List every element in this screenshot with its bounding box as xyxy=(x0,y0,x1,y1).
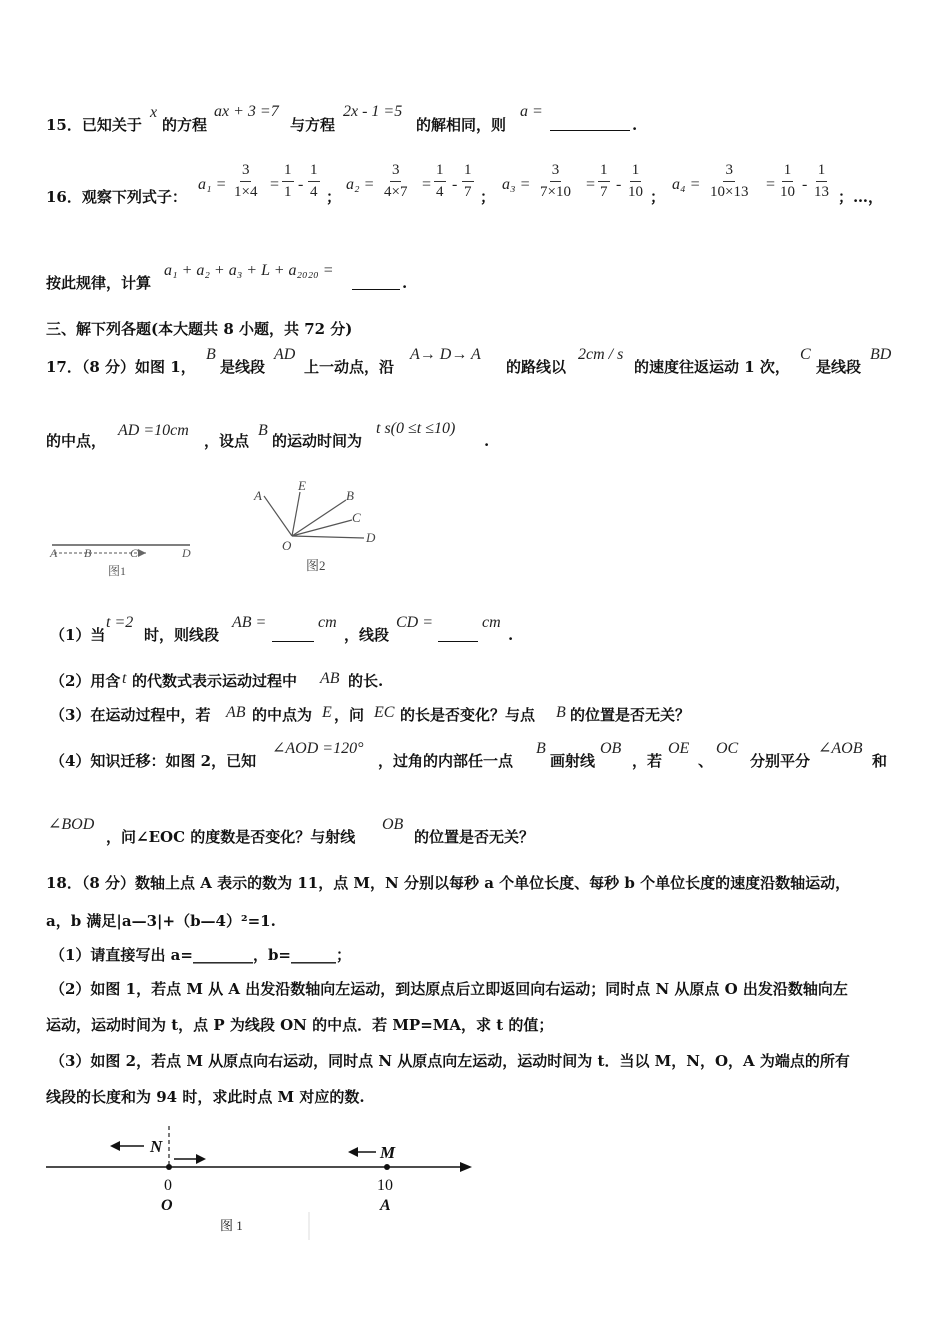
q15-answer-blank xyxy=(550,130,630,131)
q16-term-1-frac-3: $\frac{1}{4}$ xyxy=(310,162,318,200)
q17-p3-b: B xyxy=(556,704,566,721)
q17-p4-oc: OC xyxy=(716,740,739,757)
q17-path: A→ D→ A xyxy=(410,346,481,363)
q17-line2-text-2: 的运动时间为 xyxy=(272,432,363,450)
q17-p2-ab: AB xyxy=(320,670,340,687)
q17-p4-bod: ∠BOD xyxy=(48,816,95,833)
q16-answer-blank xyxy=(352,289,400,290)
point-a-dot xyxy=(384,1164,390,1170)
q17-p4-ob-2: OB xyxy=(382,816,404,833)
q17-p4-text-7: ，问∠EOC 的度数是否变化？与射线 xyxy=(106,828,356,846)
q17-ad-length: AD =10cm xyxy=(118,422,189,439)
q16-term-4-minus: - xyxy=(802,176,808,193)
q16-term-2-minus: - xyxy=(452,176,458,193)
q18-line-1: 18．（8 分）数轴上点 A 表示的数为 11，点 M，N 分别以每秒 a 个单位长度、每秒 b 个单位长度的速度沿数轴运动， xyxy=(46,874,851,892)
q16-term-1-name: a₁ = xyxy=(198,176,227,193)
q17-speed: 2cm / s xyxy=(578,346,624,363)
right-arrow-icon xyxy=(196,1154,206,1164)
q17-p3-ec: EC xyxy=(374,704,395,721)
fig1-label-c: C xyxy=(130,546,139,560)
q17-point-b: B xyxy=(206,346,216,363)
q17-p1-t: t =2 xyxy=(106,614,134,631)
q15-end: . xyxy=(632,116,638,134)
q17-p1-ab-blank xyxy=(272,641,314,642)
q18-part-2-line-1: （2）如图 1，若点 M 从 A 出发沿数轴向左运动，到达原点后立即返回向右运动；同时点 N 从原点 O 出发沿数轴向左 xyxy=(50,980,848,998)
q17-line1-text-5: 是线段 xyxy=(816,358,862,376)
fig2-label-d: D xyxy=(366,530,376,545)
fig2-ray-od xyxy=(292,536,364,538)
q17-p4-text-1: ，过角的内部任一点 xyxy=(378,752,514,770)
q17-line2-prefix: 的中点， xyxy=(46,432,107,450)
q17-p4-text-3: ，若 xyxy=(632,752,663,770)
fig2-ray-oc xyxy=(292,520,352,536)
fig1-label-b: B xyxy=(84,546,92,560)
fig1-arrow-icon xyxy=(138,549,146,557)
q17-p4-text-8: 的位置是否无关？ xyxy=(414,828,535,846)
q17-p1-cm-2: cm xyxy=(482,614,501,631)
q17-p1-cm-1: cm xyxy=(318,614,337,631)
q17-p4-aob: ∠AOB xyxy=(818,740,863,757)
q15-text-1: 的方程 xyxy=(162,116,208,134)
q16-end: . xyxy=(402,274,408,292)
q17-p1-cd-blank xyxy=(438,641,478,642)
q16-term-1-frac-1: $\frac{3}{1\times 4}$ xyxy=(234,162,258,200)
q17-p1-text-2: ，线段 xyxy=(344,626,390,644)
q17-segment-ad: AD xyxy=(274,346,296,363)
q17-line1-text-4: 的速度往返运动 1 次， xyxy=(634,358,790,376)
q16-term-3-frac-2: $\frac{1}{7}$ xyxy=(600,162,608,200)
q16-term-4-frac-2: $\frac{1}{10}$ xyxy=(780,162,795,200)
q16-term-2-frac-2: $\frac{1}{4}$ xyxy=(436,162,444,200)
label-m: M xyxy=(380,1143,396,1162)
q17-p4-prefix: （4）知识迁移：如图 2，已知 xyxy=(50,752,257,770)
q16-term-3-name: a₃ = xyxy=(502,176,531,193)
q16-term-1-sep: ； xyxy=(326,188,342,206)
q17-p2-text-2: 的长. xyxy=(348,672,384,690)
q16-line2-prefix: 按此规律，计算 xyxy=(46,274,152,292)
q17-point-b-2: B xyxy=(258,422,268,439)
q16-term-2-eq: = xyxy=(422,176,432,193)
point-o-dot xyxy=(166,1164,172,1170)
q17-p4-oe: OE xyxy=(668,740,690,757)
fig2-label-a: A xyxy=(254,488,262,503)
label-n: N xyxy=(150,1137,163,1156)
q17-figure-1 xyxy=(46,530,206,586)
q16-term-3-sep: ； xyxy=(650,188,666,206)
q17-line1-text-1: 是线段 xyxy=(220,358,266,376)
q17-p1-cd: CD = xyxy=(396,614,434,631)
q16-prefix: 16．观察下列式子： xyxy=(46,188,187,206)
figure-caption: 图 1 xyxy=(220,1218,243,1233)
q17-p4-b: B xyxy=(536,740,546,757)
q16-term-2-frac-3: $\frac{1}{7}$ xyxy=(464,162,472,200)
fig2-ray-oe xyxy=(292,492,300,536)
q16-term-3-eq: = xyxy=(586,176,596,193)
q16-term-4-eq: = xyxy=(766,176,776,193)
q17-point-c: C xyxy=(800,346,811,363)
q17-p2-prefix: （2）用含 xyxy=(50,672,121,690)
q17-p4-text-5: 分别平分 xyxy=(750,752,811,770)
fig2-label-c: C xyxy=(352,510,361,525)
q16-term-4-name: a₄ = xyxy=(672,176,701,193)
q15-answer-var: a = xyxy=(520,103,543,120)
fig2-label-e: E xyxy=(298,478,306,493)
q15-text-3: 的解相同，则 xyxy=(416,116,507,134)
q17-line2-text-1: ，设点 xyxy=(204,432,250,450)
q16-term-4-frac-3: $\frac{1}{13}$ xyxy=(814,162,829,200)
fig1-label-a: A xyxy=(50,546,58,560)
q16-term-1-frac-2: $\frac{1}{1}$ xyxy=(284,162,292,200)
q17-p4-text-6: 和 xyxy=(872,752,888,770)
q17-p4-text-2: 画射线 xyxy=(550,752,596,770)
q18-part-3-line-2: 线段的长度和为 94 时，求此时点 M 对应的数. xyxy=(46,1088,365,1106)
q17-p1-ab: AB = xyxy=(232,614,267,631)
q17-figure-2 xyxy=(246,470,396,580)
q18-part-2-line-2: 运动，运动时间为 t，点 P 为线段 ON 的中点．若 MP=MA，求 t 的值； xyxy=(46,1016,554,1034)
q17-p1-text-1: 时，则线段 xyxy=(144,626,220,644)
q15-text-2: 与方程 xyxy=(290,116,336,134)
label-ten: 10 xyxy=(377,1177,393,1194)
q16-term-4-sep: ；…， xyxy=(838,188,884,206)
label-a: A xyxy=(380,1197,391,1214)
q17-p1-prefix: （1）当 xyxy=(50,626,106,644)
q17-p2-text-1: 的代数式表示运动过程中 xyxy=(132,672,298,690)
q17-p4-text-4: 、 xyxy=(698,752,714,770)
q16-term-3-minus: - xyxy=(616,176,622,193)
m-left-arrow-icon xyxy=(348,1147,358,1157)
q17-time-range: t s(0 ≤t ≤10) xyxy=(376,420,456,437)
fig1-label-d: D xyxy=(182,546,191,560)
q17-p1-end: . xyxy=(508,626,514,644)
q16-term-2-name: a₂ = xyxy=(346,176,375,193)
q18-line-2: a，b 满足|a—3|+（b—4）²=1. xyxy=(46,912,276,930)
q17-p3-text-2: ，问 xyxy=(334,706,365,724)
q17-p3-ab: AB xyxy=(226,704,246,721)
label-zero: 0 xyxy=(164,1177,172,1194)
q17-p3-text-4: 的位置是否无关？ xyxy=(570,706,691,724)
q17-p4-angle: ∠AOD =120° xyxy=(272,740,364,757)
q16-term-2-frac-1: $\frac{3}{4\times 7}$ xyxy=(384,162,408,200)
section-3-title: 三、解下列各题(本大题共 8 小题，共 72 分) xyxy=(46,320,353,338)
q17-p3-text-1: 的中点为 xyxy=(252,706,313,724)
q17-p3-e: E xyxy=(322,704,332,721)
q16-term-4-frac-1: $\frac{3}{10\times 13}$ xyxy=(710,162,749,200)
fig1-caption: 图1 xyxy=(108,564,127,578)
q16-term-1-minus: - xyxy=(298,176,304,193)
q18-number-line-figure xyxy=(40,1122,480,1240)
q18-part-1: （1）请直接写出 a=________，b=______； xyxy=(50,946,352,964)
fig2-ray-oa xyxy=(264,496,292,536)
q15-prefix: 15．已知关于 xyxy=(46,116,142,134)
q17-segment-bd: BD xyxy=(870,346,892,363)
n-left-arrow-icon xyxy=(110,1141,120,1151)
q15-equation-1: ax + 3 =7 xyxy=(214,103,279,120)
q17-line1-text-2: 上一动点，沿 xyxy=(304,358,395,376)
q15-equation-2: 2x - 1 =5 xyxy=(343,103,403,120)
q16-term-3-frac-1: $\frac{3}{7\times 10}$ xyxy=(540,162,571,200)
q17-line2-end: . xyxy=(484,432,490,450)
q17-p3-prefix: （3）在运动过程中，若 xyxy=(50,706,211,724)
number-line-arrow-icon xyxy=(460,1162,472,1172)
q17-p3-text-3: 的长是否变化？与点 xyxy=(400,706,536,724)
q17-line1-prefix: 17．（8 分）如图 1， xyxy=(46,358,196,376)
q17-p4-ob: OB xyxy=(600,740,622,757)
q16-term-3-frac-3: $\frac{1}{10}$ xyxy=(628,162,643,200)
q17-p2-t: t xyxy=(122,670,127,687)
fig2-label-o: O xyxy=(282,538,292,553)
q15-var-x: x xyxy=(150,104,158,121)
fig2-ray-ob xyxy=(292,500,346,536)
q18-part-3-line-1: （3）如图 2，若点 M 从原点向右运动，同时点 N 从原点向左运动，运动时间为 t．当以 M，N，O，A 为端点的所有 xyxy=(50,1052,850,1070)
label-o: O xyxy=(161,1197,173,1214)
q16-term-1-eq: = xyxy=(270,176,280,193)
q16-sum-expression: a₁ + a₂ + a₃ + L + a₂₀₂₀ = xyxy=(164,262,334,279)
fig2-caption: 图2 xyxy=(306,558,326,573)
q17-line1-text-3: 的路线以 xyxy=(506,358,567,376)
q16-term-2-sep: ； xyxy=(480,188,496,206)
fig2-label-b: B xyxy=(346,488,354,503)
